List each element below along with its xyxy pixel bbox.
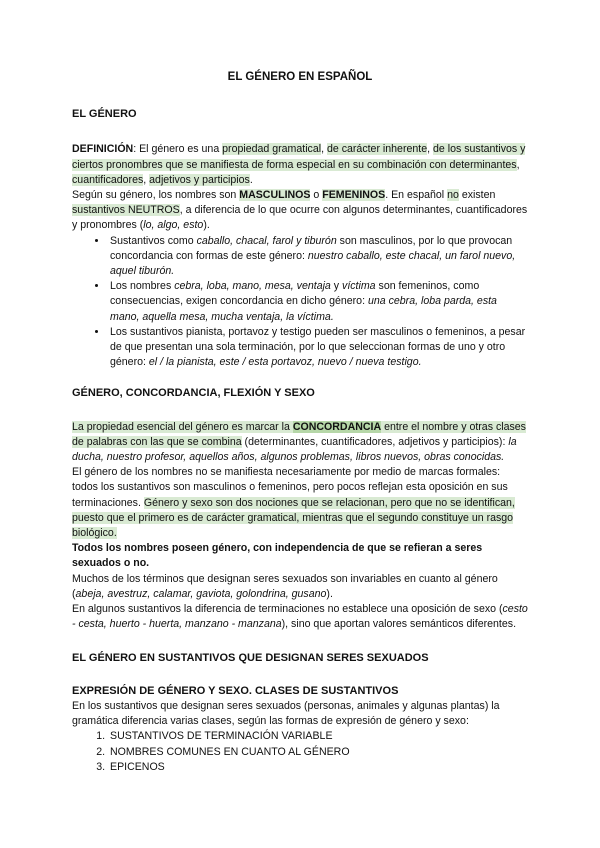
highlight: propiedad gramatical bbox=[222, 143, 322, 156]
invariable-paragraph: Muchos de los términos que designan seres sexuados son invariables en cuanto al género (abeja, avestruz, calamar, gaviota, golondrina, gusano). bbox=[72, 572, 498, 600]
concordancia-term: CONCORDANCIA bbox=[292, 420, 382, 433]
masculinos-term: MASCULINOS bbox=[239, 189, 311, 202]
femeninos-term: FEMENINOS bbox=[322, 189, 386, 202]
heading-expresion: EXPRESIÓN DE GÉNERO Y SEXO. CLASES DE SUSTANTIVOS bbox=[72, 684, 399, 697]
highlight: de carácter inherente bbox=[326, 143, 428, 156]
heading-seres-sexuados: EL GÉNERO EN SUSTANTIVOS QUE DESIGNAN SERES SEXUADOS bbox=[72, 651, 429, 664]
key-statement: Todos los nombres poseen género, con independencia de que se refieran a seres sexuados o no. bbox=[72, 542, 483, 570]
highlight: adjetivos y participios bbox=[149, 173, 250, 186]
heading-genero: EL GÉNERO bbox=[72, 108, 137, 121]
highlight: no bbox=[447, 189, 459, 202]
list-item: • Los sustantivos pianista, portavoz y testigo pueden ser masculinos o femeninos, a pesar de que presentan una sola terminación, por lo que seleccionan formas de uno y otro género: el / la pianista, este / esta portavoz, nuevo / nueva testigo. bbox=[108, 325, 528, 371]
concordancia-paragraph: La propiedad esencial del género es marcar la CONCORDANCIA entre el nombre y otras clases de palabras con las que se combina (determinantes, cuantificadores, adjetivos y participios): la ducha, nuestro profesor, aquellos años, algunos problemas, libros nuevos, obras conocidas. bbox=[72, 420, 526, 464]
highlight: cuantificadores bbox=[72, 173, 144, 186]
list-item: 1. SUSTANTIVOS DE TERMINACIÓN VARIABLE bbox=[108, 729, 528, 744]
neutros-term: sustantivos NEUTROS bbox=[72, 204, 180, 217]
definition-label: DEFINICIÓN bbox=[72, 143, 134, 156]
highlight: entre el nombre y otras clases de palabras con las que se combina bbox=[72, 420, 526, 448]
genero-sexo-paragraph: El género de los nombres no se manifiesta necesariamente por medio de marcas formales: todos los sustantivos son masculinos o femeninos, pero pocos reflejan esta oposición en sus terminaciones. Género y sexo son dos nociones que se relacionan, pero que no se identifican, puesto que el primero es de carácter gramatical, mientras que el segundo constituye un rasgo biológico. bbox=[72, 466, 515, 540]
list-item: 2. NOMBRES COMUNES EN CUANTO AL GÉNERO bbox=[108, 745, 528, 760]
list-item: • Los nombres cebra, loba, mano, mesa, ventaja y víctima son femeninos, como consecuencias, exigen concordancia en dicho género: una cebra, loba parda, esta mano, aquella mesa, mucha ventaja, la víctima. bbox=[108, 279, 528, 325]
list-item: 3. EPICENOS bbox=[108, 760, 528, 775]
heading-concordancia: GÉNERO, CONCORDANCIA, FLEXIÓN Y SEXO bbox=[72, 387, 315, 400]
noun-classes-list bbox=[72, 729, 528, 775]
document-title: EL GÉNERO EN ESPAÑOL bbox=[227, 71, 373, 83]
gender-classes-paragraph: Según su género, los nombres son MASCULINOS o FEMENINOS. En español no existen sustantivos NEUTROS, a diferencia de lo que ocurre con algunos determinantes, cuantificadores y pronombres (lo, algo, esto). bbox=[72, 189, 528, 232]
highlight: Género y sexo son dos nociones que se relacionan, pero que no se identifican, puesto que el primero es de carácter gramatical, mientras que el segundo constituye un rasgo biológico. bbox=[72, 496, 515, 540]
definition-paragraph: DEFINICIÓN: El género es una propiedad gramatical, de carácter inherente, de los sustantivos y ciertos pronombres que se manifiesta de forma especial en su combinación con determinantes, cuantificadores, adjetivos y participios. bbox=[72, 143, 526, 186]
gender-examples-list bbox=[72, 234, 528, 371]
highlight: de los sustantivos y ciertos pronombres que se manifiesta de forma especial en su combinación con determinantes bbox=[72, 143, 526, 171]
expresion-paragraph: En los sustantivos que designan seres sexuados (personas, animales y algunas plantas) la gramática diferencia varias clases, según las formas de expresión de género y sexo: bbox=[72, 699, 500, 728]
highlight: La propiedad esencial del género es marcar la bbox=[72, 420, 293, 433]
terminaciones-paragraph: En algunos sustantivos la diferencia de terminaciones no establece una oposición de sexo (cesto - cesta, huerto - huerta, manzano - manzana), sino que aportan valores semánticos diferentes. bbox=[72, 603, 528, 631]
list-item: • Sustantivos como caballo, chacal, farol y tiburón son masculinos, por lo que provocan concordancia con formas de este género: nuestro caballo, este chacal, un farol nuevo, aquel tiburón. bbox=[108, 234, 528, 280]
